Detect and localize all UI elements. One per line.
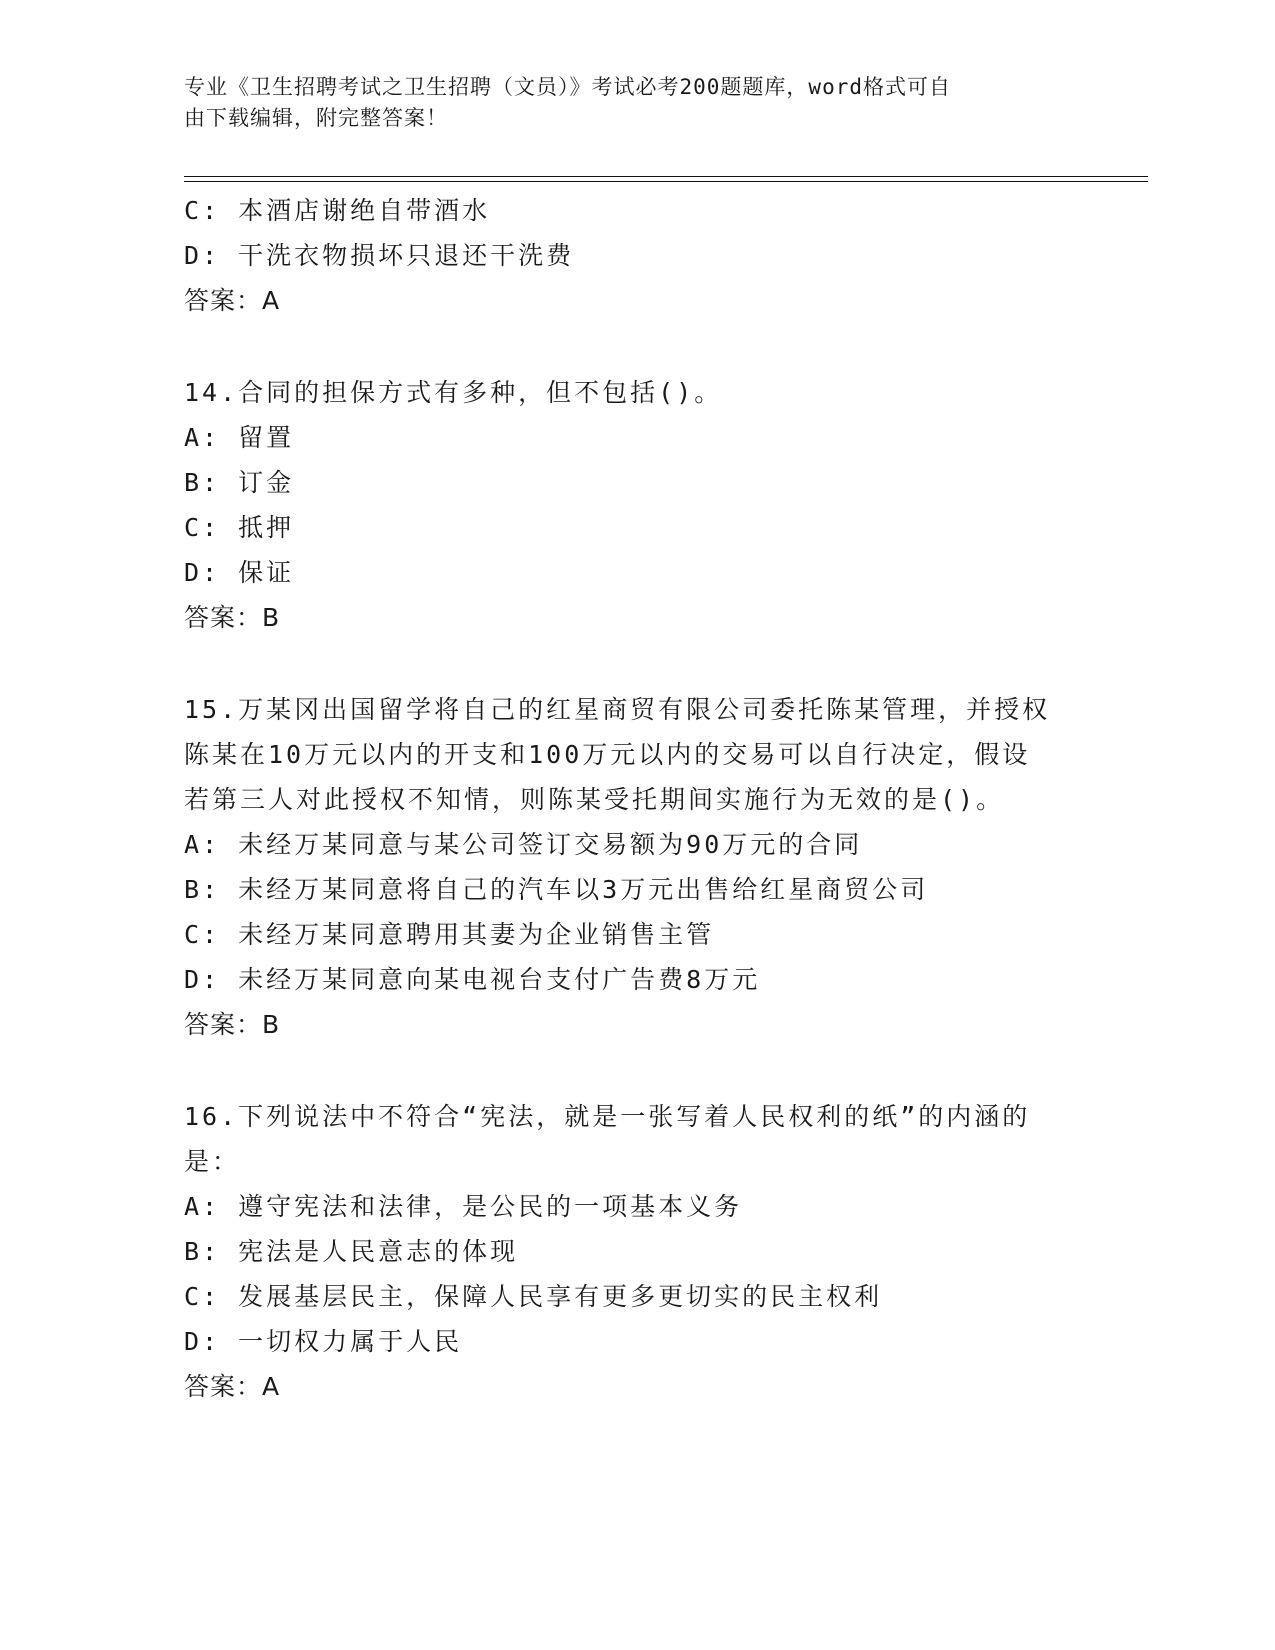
header-line-2: 由下载编辑，附完整答案！ bbox=[184, 106, 448, 130]
answer-line: 答案：A bbox=[184, 1372, 281, 1401]
question-stem: 14.合同的担保方式有多种，但不包括()。 bbox=[184, 378, 723, 407]
header-line-1: 专业《卫生招聘考试之卫生招聘（文员）》考试必考200题题库，word格式可自 bbox=[184, 75, 951, 99]
document-header bbox=[184, 72, 1084, 134]
question-16 bbox=[184, 1094, 1084, 1409]
question-gap bbox=[184, 640, 1084, 687]
option-c: C: 抵押 bbox=[184, 513, 295, 542]
option-c: C: 未经万某同意聘用其妻为企业销售主管 bbox=[184, 920, 715, 949]
header-divider-bottom bbox=[184, 181, 1148, 182]
option-c: C: 本酒店谢绝自带酒水 bbox=[184, 196, 491, 225]
question-15 bbox=[184, 687, 1084, 1047]
option-d: D: 干洗衣物损坏只退还干洗费 bbox=[184, 241, 575, 270]
question-gap bbox=[184, 1047, 1084, 1094]
question-14 bbox=[184, 370, 1084, 640]
question-gap bbox=[184, 323, 1084, 370]
option-a: A: 遵守宪法和法律，是公民的一项基本义务 bbox=[184, 1192, 743, 1221]
question-stem-line-2: 是： bbox=[184, 1147, 241, 1176]
option-c: C: 发展基层民主，保障人民享有更多更切实的民主权利 bbox=[184, 1282, 883, 1311]
question-stem-line-1: 15.万某冈出国留学将自己的红星商贸有限公司委托陈某管理，并授权 bbox=[184, 695, 1051, 724]
option-a: A: 未经万某同意与某公司签订交易额为90万元的合同 bbox=[184, 830, 863, 859]
option-d: D: 一切权力属于人民 bbox=[184, 1327, 463, 1356]
answer-line: 答案：B bbox=[184, 603, 281, 632]
previous-question-tail bbox=[184, 188, 1084, 323]
question-stem-line-3: 若第三人对此授权不知情，则陈某受托期间实施行为无效的是()。 bbox=[184, 785, 1005, 814]
option-b: B: 订金 bbox=[184, 468, 295, 497]
option-b: B: 未经万某同意将自己的汽车以3万元出售给红星商贸公司 bbox=[184, 875, 929, 904]
answer-line: 答案：B bbox=[184, 1010, 281, 1039]
option-d: D: 未经万某同意向某电视台支付广告费8万元 bbox=[184, 965, 761, 994]
option-b: B: 宪法是人民意志的体现 bbox=[184, 1237, 519, 1266]
question-list bbox=[184, 188, 1084, 1409]
answer-line: 答案：A bbox=[184, 286, 281, 315]
header-divider-top bbox=[184, 176, 1148, 177]
question-stem-line-2: 陈某在10万元以内的开支和100万元以内的交易可以自行决定，假设 bbox=[184, 740, 1031, 769]
option-a: A: 留置 bbox=[184, 423, 295, 452]
option-d: D: 保证 bbox=[184, 558, 295, 587]
question-stem-line-1: 16.下列说法中不符合“宪法，就是一张写着人民权利的纸”的内涵的 bbox=[184, 1102, 1031, 1131]
